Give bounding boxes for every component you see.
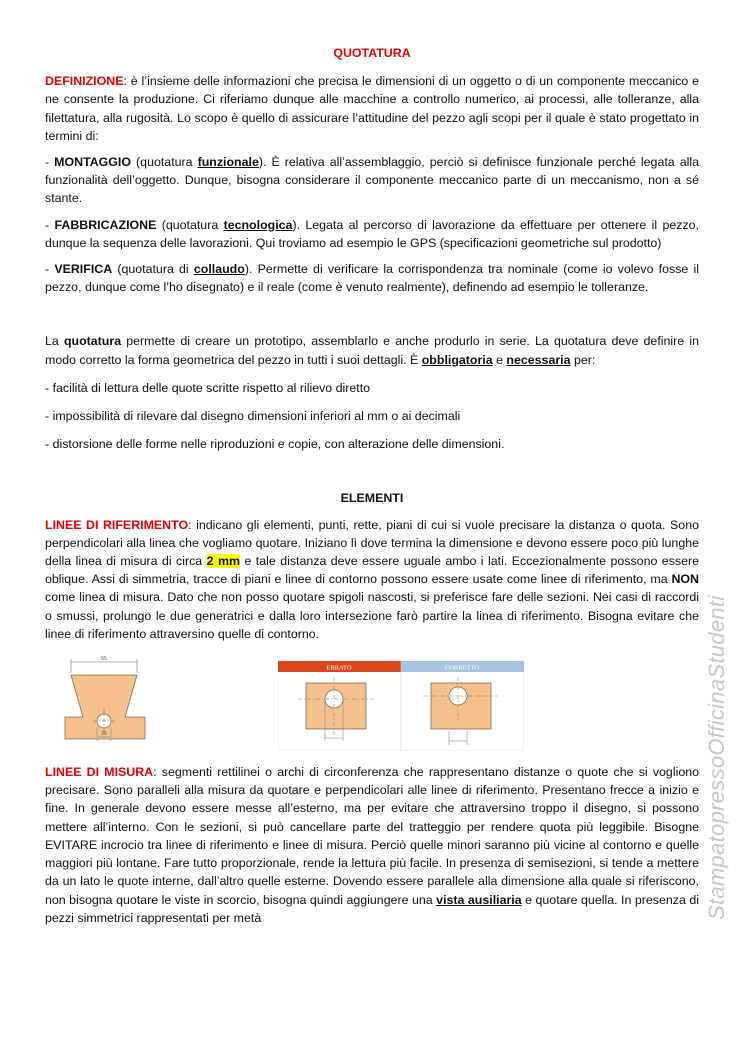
montaggio-keyword: funzionale: [197, 155, 259, 170]
corretto-label: CORRETTO: [444, 664, 480, 672]
dim-bottom-label: 25: [101, 731, 107, 738]
linee-riferimento-text-2: e tale distanza deve essere uguale ambo i lati. Eccezionalmente possono essere oblique. Assi di simmetria, tracce di piani e linee di contorno possono essere usate come linee di riferimento, ma: [45, 554, 699, 587]
definizione-paragraph: [45, 72, 699, 145]
definizione-text: : è l’insieme delle informazioni che precisa le dimensioni di un oggetto o di un componente meccanico e ne consente la produzione. Ci riferiamo dunque alle macchine a controllo numerico, ai processi, alle tolleranze, alla filettatura, alla rugosità. Lo scopo è quello di assicurare l’attitudine del pezzo agli scopi per il quale è stato progettato in termini di:: [45, 74, 699, 143]
quotatura-text-1: La: [45, 334, 64, 349]
errato-label: ERRATO: [326, 664, 352, 672]
verifica-paragraph: [45, 260, 699, 296]
vista-ausiliaria-keyword: vista ausiliaria: [436, 892, 522, 907]
quotatura-bold: quotatura: [63, 334, 122, 349]
watermark: [676, 540, 729, 920]
verifica-text: ). Permette di verificare la corrispondenza tra nominale (come io volevo fosse il pezzo, dunque come l’ho disegnato) e il reale (come è venuto realmente), definendo ad esempio le tolleranze.: [45, 262, 699, 295]
quotatura-text-4: per:: [570, 352, 596, 367]
linee-misura-text-2: e quotare quella. In presenza di pezzi simmetrici rappresentati per metà: [45, 892, 699, 925]
highlight-2mm: 2 mm: [206, 554, 240, 569]
dim-top-label: 55: [101, 656, 107, 663]
definizione-label: DEFINIZIONE: [45, 74, 124, 89]
page-title: QUOTATURA: [333, 46, 411, 60]
figures-row: [45, 653, 699, 753]
obbligatoria-keyword: obbligatoria: [421, 352, 493, 367]
bullet-item: - impossibilità di rilevare dal disegno dimensioni inferiori al mm o ai decimali: [45, 409, 461, 424]
verifica-prefix: -: [45, 262, 55, 277]
section-title-elementi: ELEMENTI: [340, 491, 404, 506]
montaggio-label: MONTAGGIO: [54, 155, 132, 170]
quotatura-paragraph: [45, 332, 699, 368]
watermark-text: StampatopressoOfficinaStudenti: [704, 595, 729, 920]
fabbricazione-label: FABBRICAZIONE: [54, 217, 157, 232]
bullet-item: - distorsione delle forme nelle riproduzioni e copie, con alterazione delle dimensioni.: [45, 437, 505, 452]
montaggio-mid: (quotatura: [131, 155, 198, 170]
fabbricazione-text: ). Legata al percorso di lavorazione da effettuare per ottenere il pezzo, dunque la sequenza delle lavorazioni. Qui troviamo ad esempio le GPS (specificazioni geometriche sul prodotto): [45, 217, 699, 250]
verifica-mid: (quotatura di: [112, 262, 194, 277]
non-bold: NON: [671, 572, 699, 587]
fabbricazione-keyword: tecnologica: [223, 217, 293, 232]
montaggio-paragraph: [45, 153, 699, 208]
verifica-label: VERIFICA: [54, 262, 113, 277]
fabbricazione-prefix: -: [45, 217, 55, 232]
montaggio-text: ). È relativa all’assemblaggio, perciò si definisce funzionale perché legata alla funzionalità dell’oggetto. Dunque, bisogna considerare il componente meccanico parte di un meccanismo, non a sé stante.: [45, 155, 699, 206]
verifica-keyword: collaudo: [193, 262, 245, 277]
necessaria-keyword: necessaria: [506, 352, 571, 367]
linee-misura-text-1: : segmenti rettilinei o archi di circonferenza che rappresentano distanze o quote che si vogliono precisare. Sono paralleli alla misura da quotare e perpendicolari alle linee di riferimento. Presentano frecce a inizio e fine. In generale devono essere messe all’esterno, ma per evitare che attraversino troppo il disegno, si possono mettere all’interno. Con le sezioni, si può cancellare parte del tratteggio per rendere quota più leggibile. Bisogne EVITARE incrocio tra linee di riferimento e linee di misura. Perciò quelle minori saranno più vicine al contorno e quelle maggiori più lontane. Fare tutto proporzionale, rende la lettura più facile. In presenza di semisezioni, si tende a mettere da un lato le quote interne, dall’altro quelle esterne. Dovendo essere parallele alla dimensione alla quale si riferiscono, non bisogna quotare le viste in scorcio, bisogna quindi aggiungere una: [45, 765, 699, 907]
linee-riferimento-paragraph: [45, 516, 699, 643]
fabbricazione-mid: (quotatura: [156, 217, 224, 232]
trapezoid-part-figure: [53, 653, 153, 753]
linee-riferimento-text-1: : indicano gli elementi, punti, rette, piani di cui si vuole precisare la distanza o quota. Sono perpendicolari alla linea che vogliamo quotare. Iniziano lì dove termina la dimensione e devono essere poco più lunghe della linea di misura di circa: [45, 517, 699, 569]
quotatura-text-2: permette di creare un prototipo, assemblarlo e anche produrlo in serie. La quotatura deve definire in modo corretto la forma geometrica del pezzo in tutti i suoi dettagli. È: [45, 334, 699, 367]
document-content: [45, 44, 699, 927]
quotatura-text-3: e: [492, 352, 507, 367]
linee-riferimento-text-3: come linea di misura. Dato che non posso quotare spigoli nascosti, si preferisce fare delle sezioni. Nei casi di raccordi o smussi, prolungo le due generatrici e dalla loro intersezione farò partire la linea di riferimento. Bisogna evitare che linee di riferimento attraversino quelle di contorno.: [45, 590, 699, 641]
fabbricazione-paragraph: [45, 216, 699, 252]
montaggio-prefix: -: [45, 155, 55, 170]
linee-misura-paragraph: [45, 763, 699, 927]
linee-riferimento-label: LINEE DI RIFERIMENTO: [45, 517, 189, 532]
linee-misura-label: LINEE DI MISURA: [45, 765, 154, 780]
bullet-item: - facilità di lettura delle quote scritte rispetto al rilievo diretto: [45, 380, 371, 395]
errato-corretto-figure: [278, 661, 524, 751]
